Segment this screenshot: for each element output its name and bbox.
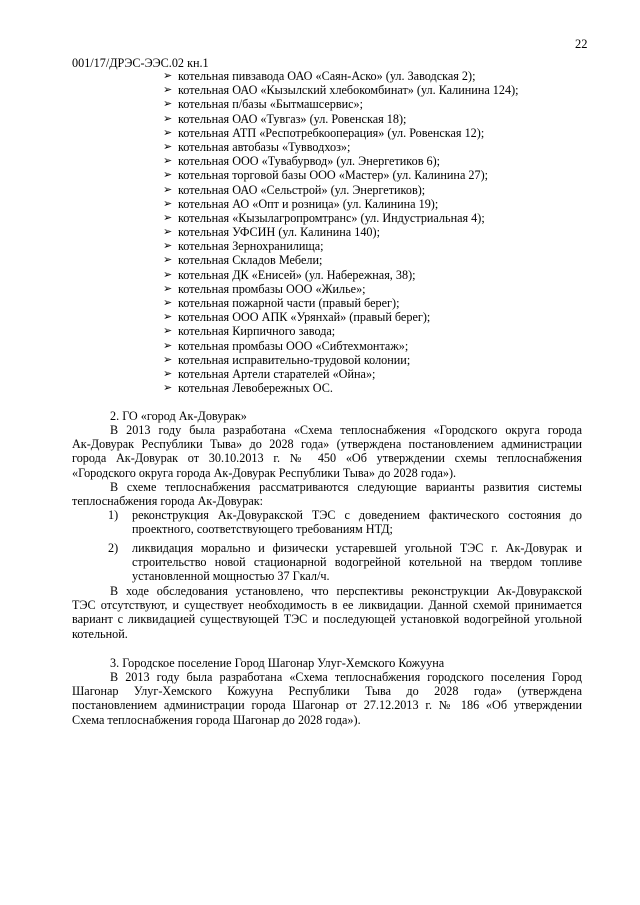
section-2-paragraph-2 — [72, 480, 582, 508]
arrow-bullet-icon: ➢ — [163, 339, 173, 352]
arrow-bullet-icon: ➢ — [163, 282, 173, 295]
boiler-list-text: котельная АО «Опт и розница» (ул. Калинина 19); — [178, 196, 439, 211]
boiler-list-item — [163, 140, 519, 154]
arrow-bullet-icon: ➢ — [163, 325, 173, 338]
section-2-paragraph-3 — [72, 584, 582, 641]
boiler-list-text: котельная пожарной части (правый берег); — [178, 296, 400, 310]
boiler-list-item — [163, 225, 519, 239]
arrow-bullet-icon: ➢ — [163, 155, 173, 168]
boiler-list-item — [163, 353, 519, 367]
arrow-bullet-icon: ➢ — [163, 126, 173, 139]
boiler-list-text: котельная промбазы ООО «Сибтехмонтаж»; — [178, 338, 409, 353]
boiler-list-item — [163, 97, 519, 111]
item-number: 1) — [108, 508, 119, 522]
arrow-bullet-icon: ➢ — [163, 240, 173, 253]
boiler-list-text: котельная ОАО «Сельстрой» (ул. Энергетиков); — [178, 182, 426, 197]
text-line: Шагонар Улуг-Хемского Кожууна Республики Тыва до 2028 года» (утверждена — [72, 684, 582, 699]
arrow-bullet-icon: ➢ — [163, 382, 173, 395]
boiler-list-item — [163, 296, 519, 310]
text-line: ликвидация морально и физически устаревшей угольной ТЭС г. Ак-Довурак и — [132, 541, 582, 555]
boiler-list-text: котельная торговой базы ООО «Мастер» (ул. Калинина 27); — [178, 168, 489, 183]
text-line: установленной мощностью 37 Гкал/ч. — [132, 569, 330, 584]
text-line: теплоснабжения города Ак-Довурак: — [72, 494, 264, 509]
boiler-list-item — [163, 197, 519, 211]
arrow-bullet-icon: ➢ — [163, 367, 173, 380]
arrow-bullet-icon: ➢ — [163, 311, 173, 324]
arrow-bullet-icon: ➢ — [163, 98, 173, 111]
boiler-list-item — [163, 310, 519, 324]
arrow-bullet-icon: ➢ — [163, 169, 173, 182]
text-line: города Ак-Довурак от 30.10.2013 г. № 450 «Об утверждении схемы теплоснабжения — [72, 451, 582, 466]
section-2-paragraph-1 — [72, 423, 582, 480]
arrow-bullet-icon: ➢ — [163, 84, 173, 97]
boiler-list-item — [163, 112, 519, 126]
variant-item-2 — [108, 541, 582, 584]
boiler-list-text: котельная Кирпичного завода; — [178, 324, 336, 339]
arrow-bullet-icon: ➢ — [163, 226, 173, 239]
boiler-list-item — [163, 268, 519, 282]
text-line: В 2013 году была разработана «Схема теплоснабжения «Городского округа города — [110, 423, 582, 437]
text-line: В ходе обследования установлено, что перспективы реконструкции Ак-Довуракской — [110, 584, 582, 598]
boiler-list-text: котельная ООО «Тувабурвод» (ул. Энергетиков 6); — [178, 154, 441, 169]
boiler-list-text: котельная Артели старателей «Ойна»; — [178, 366, 376, 381]
text-line: Схема теплоснабжения города Шагонар до 2028 года»). — [72, 712, 361, 727]
boiler-list-text: котельная ОАО «Кызылский хлебокомбинат» (ул. Калинина 124); — [178, 83, 519, 98]
page-number: 22 — [575, 37, 588, 51]
arrow-bullet-icon: ➢ — [163, 140, 173, 153]
text-line: В 2013 году была разработана «Схема теплоснабжения городского поселения Город — [110, 670, 582, 684]
boiler-list-item — [163, 154, 519, 168]
text-line: реконструкция Ак-Довуракской ТЭС с доведением фактического состояния до — [132, 508, 582, 522]
text-line: строительство новой стационарной водогрейной котельной на твердом топливе — [132, 555, 582, 570]
arrow-bullet-icon: ➢ — [163, 353, 173, 366]
section-2-heading: 2. ГО «город Ак-Довурак» — [110, 409, 247, 423]
boiler-list-item — [163, 69, 519, 83]
boiler-list-item — [163, 339, 519, 353]
boiler-list-text: котельная Складов Мебели; — [178, 253, 323, 268]
boiler-list-text: котельная исправительно-трудовой колонии; — [178, 352, 411, 367]
arrow-bullet-icon: ➢ — [163, 297, 173, 309]
boiler-list-text: котельная промбазы ООО «Жилье»; — [178, 281, 366, 296]
boiler-list-item — [163, 253, 519, 267]
section-3-heading: 3. Городское поселение Город Шагонар Улуг-Хемского Кожууна — [110, 656, 445, 670]
boiler-list-text: котельная автобазы «Тувводхоз»; — [178, 139, 351, 154]
arrow-bullet-icon: ➢ — [163, 211, 173, 224]
text-line: постановлением администрации города Шагонар от 27.12.2013 г. № 186 «Об утверждении — [72, 698, 582, 713]
document-code: 001/17/ДРЭС-ЭЭС.02 кн.1 — [72, 56, 209, 70]
arrow-bullet-icon: ➢ — [163, 70, 173, 82]
boiler-list-item — [163, 211, 519, 225]
text-line: вариант с ликвидацией существующей ТЭС и последующей установкой водогрейной угольной — [72, 612, 582, 627]
boiler-list-item — [163, 282, 519, 296]
text-line: Ак-Довурак Республики Тыва» до 2028 года» (утвержденa постановлением администрации — [72, 437, 582, 452]
boiler-list-item — [163, 381, 519, 395]
arrow-bullet-icon: ➢ — [163, 254, 173, 267]
text-line: ТЭС отсутствуют, и существует необходимость в ее ликвидации. Данной схемой принимается — [72, 598, 582, 613]
boiler-list-text: котельная ООО АПК «Урянхай» (правый берег); — [178, 310, 431, 325]
boiler-list-item — [163, 83, 519, 97]
boiler-list-item — [163, 367, 519, 381]
boiler-list-text: котельная Левобережных ОС. — [178, 381, 333, 396]
variant-item-1 — [108, 508, 582, 536]
boiler-list-item — [163, 183, 519, 197]
arrow-bullet-icon: ➢ — [163, 268, 173, 281]
arrow-bullet-icon: ➢ — [163, 183, 173, 196]
text-line: котельной. — [72, 626, 128, 641]
boiler-list-item — [163, 324, 519, 338]
boiler-list — [163, 69, 519, 395]
boiler-list-item — [163, 168, 519, 182]
text-line: В схеме теплоснабжения рассматриваются следующие варианты развития системы — [110, 480, 582, 494]
boiler-list-text: котельная Зернохранилища; — [178, 239, 324, 254]
text-line: «Городского округа города Ак-Довурак Республики Тыва» до 2028 года»). — [72, 465, 457, 480]
boiler-list-text: котельная АТП «Респотребкооперация» (ул. Ровенская 12); — [178, 125, 485, 140]
boiler-list-text: котельная «Кызылагропромтранс» (ул. Индустриальная 4); — [178, 210, 485, 225]
boiler-list-text: котельная ДК «Енисей» (ул. Набережная, 38); — [178, 267, 416, 282]
arrow-bullet-icon: ➢ — [163, 112, 173, 125]
section-3-paragraph-1 — [72, 670, 582, 727]
boiler-list-text: котельная ОАО «Тувгаз» (ул. Ровенская 18); — [178, 111, 407, 126]
arrow-bullet-icon: ➢ — [163, 197, 173, 210]
boiler-list-text: котельная п/базы «Бытмашсервис»; — [178, 97, 364, 112]
boiler-list-item — [163, 239, 519, 253]
boiler-list-item — [163, 126, 519, 140]
text-line: проектного, соответствующего требованиям НТД; — [132, 522, 393, 537]
boiler-list-text: котельная УФСИН (ул. Калинина 140); — [178, 225, 380, 240]
boiler-list-text: котельная пивзавода ОАО «Саян-Аско» (ул. Заводская 2); — [178, 69, 476, 83]
item-number: 2) — [108, 541, 119, 555]
